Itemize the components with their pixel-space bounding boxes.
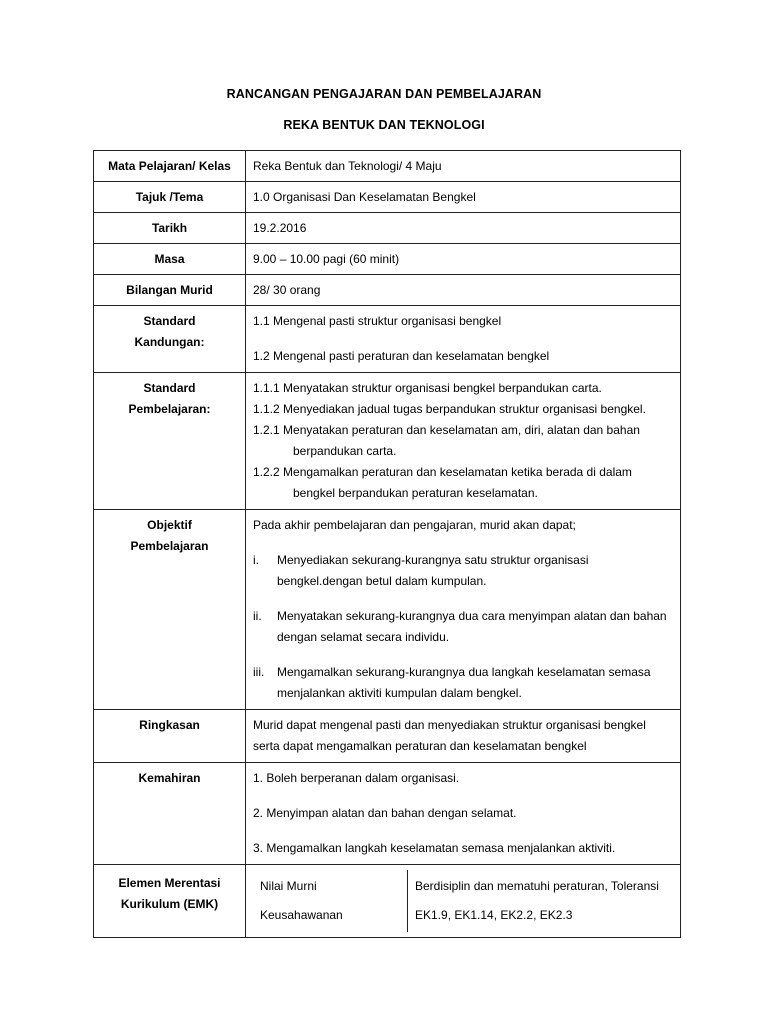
label-line: Elemen Merentasi — [118, 876, 221, 890]
value-standard-pembelajaran — [246, 373, 681, 510]
label-bilangan-murid: Bilangan Murid — [94, 275, 246, 306]
label-line: Pembelajaran — [130, 539, 209, 553]
document-title: RANCANGAN PENGAJARAN DAN PEMBELAJARAN — [226, 87, 542, 101]
emk-nilai-label: Nilai Murni — [260, 879, 317, 893]
row-bilangan-murid — [94, 275, 681, 306]
objektif-intro: Pada akhir pembelajaran dan pengajaran, murid akan dapat; — [253, 518, 576, 532]
label-line: Pembelajaran: — [128, 402, 211, 416]
row-standard-pembelajaran — [94, 373, 681, 510]
label-line: Standard — [143, 381, 196, 395]
value-ringkasan: Murid dapat mengenal pasti dan menyediakan struktur organisasi bengkel serta dapat mengamalkan peraturan dan keselamatan bengkel — [246, 710, 681, 763]
item-number: iii. — [253, 665, 265, 679]
item-text: Menyediakan sekurang-kurangnya satu struktur organisasi bengkel.dengan betul dalam kumpulan. — [277, 553, 589, 588]
label-ringkasan: Ringkasan — [94, 710, 246, 763]
value-standard-kandungan — [246, 306, 681, 373]
emk-keusahawanan-label: Keusahawanan — [260, 908, 343, 922]
row-tajuk — [94, 182, 681, 213]
list-item: 1.1.2 Menyediakan jadual tugas berpandukan struktur organisasi bengkel. — [253, 402, 646, 416]
list-item: 2. Menyimpan alatan dan bahan dengan selamat. — [253, 806, 517, 820]
label-masa: Masa — [94, 244, 246, 275]
label-emk — [94, 865, 246, 938]
value-emk — [246, 865, 681, 938]
value-mata-pelajaran: Reka Bentuk dan Teknologi/ 4 Maju — [246, 151, 681, 182]
label-tarikh: Tarikh — [94, 213, 246, 244]
row-ringkasan — [94, 710, 681, 763]
row-kemahiran — [94, 763, 681, 865]
list-item: 1.2.1 Menyatakan peraturan dan keselamatan am, diri, alatan dan bahan berpandukan carta. — [253, 423, 640, 458]
row-masa — [94, 244, 681, 275]
value-bilangan-murid: 28/ 30 orang — [246, 275, 681, 306]
row-mata-pelajaran — [94, 151, 681, 182]
item-number: i. — [253, 553, 259, 567]
emk-values — [408, 870, 673, 932]
emk-nilai-value: Berdisiplin dan mematuhi peraturan, Toleransi — [415, 879, 659, 893]
list-item: 1.1 Mengenal pasti struktur organisasi bengkel — [253, 314, 502, 328]
list-item: 3. Mengamalkan langkah keselamatan semasa menjalankan aktiviti. — [253, 841, 616, 855]
value-objektif — [246, 510, 681, 710]
document-subtitle: REKA BENTUK DAN TEKNOLOGI — [283, 118, 485, 132]
label-kemahiran: Kemahiran — [94, 763, 246, 865]
item-text: Mengamalkan sekurang-kurangnya dua langkah keselamatan semasa menjalankan aktiviti kumpulan dalam bengkel. — [277, 665, 651, 700]
row-standard-kandungan — [94, 306, 681, 373]
label-objektif — [94, 510, 246, 710]
list-item — [253, 662, 673, 704]
value-tarikh: 19.2.2016 — [246, 213, 681, 244]
emk-labels — [253, 870, 408, 932]
value-masa: 9.00 – 10.00 pagi (60 minit) — [246, 244, 681, 275]
lesson-plan-table — [93, 150, 681, 938]
value-tajuk: 1.0 Organisasi Dan Keselamatan Bengkel — [246, 182, 681, 213]
emk-keusahawanan-value: EK1.9, EK1.14, EK2.2, EK2.3 — [415, 908, 573, 922]
list-item: 1.2 Mengenal pasti peraturan dan keselamatan bengkel — [253, 349, 550, 363]
label-line: Objektif — [147, 518, 192, 532]
label-tajuk: Tajuk /Tema — [94, 182, 246, 213]
item-number: ii. — [253, 609, 262, 623]
row-tarikh — [94, 213, 681, 244]
label-standard-kandungan — [94, 306, 246, 373]
value-kemahiran — [246, 763, 681, 865]
list-item — [253, 550, 673, 592]
label-line: Standard — [143, 314, 196, 328]
label-mata-pelajaran: Mata Pelajaran/ Kelas — [94, 151, 246, 182]
list-item — [253, 606, 673, 648]
list-item: 1.2.2 Mengamalkan peraturan dan keselamatan ketika berada di dalam bengkel berpandukan peraturan keselamatan. — [253, 465, 632, 500]
label-line: Kandungan: — [134, 335, 205, 349]
label-line: Kurikulum (EMK) — [120, 897, 219, 911]
row-emk — [94, 865, 681, 938]
list-item: 1.1.1 Menyatakan struktur organisasi bengkel berpandukan carta. — [253, 381, 602, 395]
emk-grid — [253, 870, 673, 932]
label-standard-pembelajaran — [94, 373, 246, 510]
row-objektif — [94, 510, 681, 710]
item-text: Menyatakan sekurang-kurangnya dua cara menyimpan alatan dan bahan dengan selamat secara individu. — [277, 609, 667, 644]
list-item: 1. Boleh berperanan dalam organisasi. — [253, 771, 460, 785]
